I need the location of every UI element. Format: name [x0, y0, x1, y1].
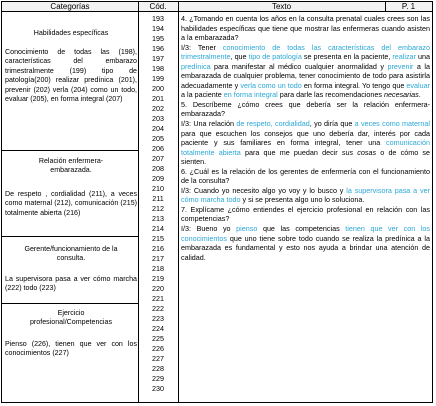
row-divider	[2, 236, 138, 237]
code-number: 215	[152, 234, 164, 243]
code-number: 199	[152, 74, 164, 83]
category-title: Relación enfermera-embarazada.	[38, 157, 104, 175]
code-number: 197	[152, 54, 164, 63]
answer-7: I/3: Bueno yo pienso que las competencias tienen que ver con los conocimientos que uno tiene sobre todo cuando se realiza la predínica a la embarazada es fundamental y esto nos ayuda a brindar una atención de calidad.	[181, 224, 430, 262]
code-number: 221	[152, 294, 164, 303]
code-number: 201	[152, 94, 164, 103]
code-number: 219	[152, 274, 164, 283]
column-divider	[385, 2, 386, 12]
code-number: 203	[152, 114, 164, 123]
category-title: Ejercicio profesional/Competencias	[29, 309, 113, 327]
code-number: 195	[152, 34, 164, 43]
category-body: La supervisora pasa a ver cómo marcha (222) todo (223)	[5, 275, 137, 293]
code-number: 217	[152, 254, 164, 263]
code-number: 230	[152, 384, 164, 393]
code-number: 223	[152, 314, 164, 323]
code-number: 216	[152, 244, 164, 253]
code-number: 204	[152, 124, 164, 133]
code-number: 196	[152, 44, 164, 53]
code-number: 225	[152, 334, 164, 343]
header-categorias: Categorías	[2, 2, 138, 12]
code-list	[139, 14, 177, 394]
answer-4: I/3: Tener conocimiento de todas las características del embarazo trimestralmente, que tipo de patología se presenta en la paciente, realizar una predínica para manifestar al médico cualquier anormalidad y prevenir a la embarazada de cualquier problema, tener conocimiento de todo para asistirla adecuadamente y verla como un todo en forma integral. Yo tengo que evaluar a la paciente en forma integral para darle las recomendaciones necesarias.	[181, 42, 430, 100]
question-5: 5. Descríbeme ¿cómo crees que debería ser la relación enfermera-embarazada?	[181, 99, 430, 119]
code-number: 227	[152, 354, 164, 363]
code-number: 222	[152, 304, 164, 313]
code-number: 209	[152, 174, 164, 183]
code-number: 214	[152, 224, 164, 233]
answer-6: I/3: Cuando yo necesito algo yo voy y lo busco y la supervisora pasa a ver cómo marcha todo y si se presenta algo uno lo soluciona.	[181, 185, 430, 205]
interview-text	[181, 14, 430, 262]
code-number: 198	[152, 64, 164, 73]
code-number: 205	[152, 134, 164, 143]
code-number: 211	[152, 194, 164, 203]
question-6: 6. ¿Cuál es la relación de los gerentes de enfermería con el funcionamiento de la consulta?	[181, 166, 430, 186]
code-number: 206	[152, 144, 164, 153]
code-number: 213	[152, 214, 164, 223]
code-number: 207	[152, 154, 164, 163]
category-body: Pienso (226), tienen que ver con los conocimientos (227)	[5, 340, 137, 358]
category-title: Gerente/funcionamiento de la consulta.	[24, 245, 118, 263]
code-number: 226	[152, 344, 164, 353]
code-number: 228	[152, 364, 164, 373]
question-7: 7. Explícame ¿cómo entiendes el ejercicio profesional en relación con las competencias?	[181, 204, 430, 224]
header-page: P. 1	[385, 2, 432, 12]
code-number: 200	[152, 84, 164, 93]
row-divider	[2, 150, 138, 151]
column-divider	[178, 2, 179, 402]
category-body: De respeto , cordialidad (211), a veces como maternal (212), comunicación (215) totalmente abierta (216)	[5, 190, 137, 217]
row-divider	[2, 303, 138, 304]
code-number: 202	[152, 104, 164, 113]
code-number: 229	[152, 374, 164, 383]
code-number: 193	[152, 14, 164, 23]
code-number: 218	[152, 264, 164, 273]
header-texto: Texto	[178, 2, 385, 12]
code-number: 208	[152, 164, 164, 173]
answer-5: I/3: Una relación de respeto, cordialidad, yo diría que a veces como maternal para que escuchen los consejos que uno debería dar, interés por cada paciente y sus familiares en forma integral, tener una comunicación totalmente abierta para que me puedan decir sus cosas o de cómo se sienten.	[181, 119, 430, 167]
code-number: 194	[152, 24, 164, 33]
header-cod: Cód.	[138, 2, 178, 12]
code-number: 224	[152, 324, 164, 333]
category-body: Conocimiento de todas las (198), características del embarazo trimestralmente (199) tipo de patología(200) realizar predínica (201), prevenir (202) verla (204) como un todo, evaluar (205), en forma integral (207)	[5, 48, 137, 104]
code-number: 212	[152, 204, 164, 213]
coding-table	[1, 1, 433, 403]
code-number: 210	[152, 184, 164, 193]
category-title: Habilidades específicas	[33, 29, 109, 37]
question-4: 4. ¿Tomando en cuenta los años en la consulta prenatal cuales crees son las habilidades específicas que tiene que mostrar las enfermeras cuando asisten a la embarazada?	[181, 14, 430, 43]
code-number: 220	[152, 284, 164, 293]
